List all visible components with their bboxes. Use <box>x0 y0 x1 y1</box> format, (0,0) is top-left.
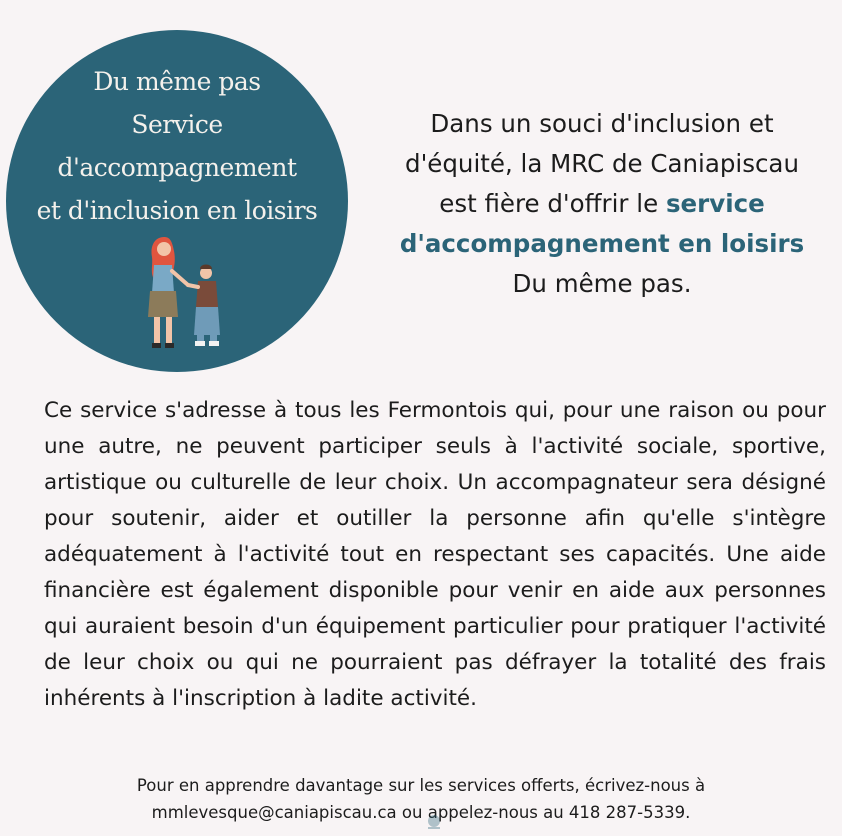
intro-text-segment: est fière d'offrir le <box>439 189 666 218</box>
child-figure <box>188 265 220 347</box>
contact-footer <box>0 772 842 826</box>
footer-line: Pour en apprendre davantage sur les services offerts, écrivez-nous à <box>136 776 706 795</box>
watermark-icon <box>424 813 444 833</box>
intro-line: Du même pas. <box>512 269 692 298</box>
service-highlight: service <box>665 189 765 218</box>
title-circle <box>6 30 348 372</box>
description-paragraph: Ce service s'adresse à tous les Fermontois qui, pour une raison ou pour une autre, ne peuvent participer seuls à l'activité sociale, sportive, artistique ou culturelle de leur choix. Un accompagnateur sera désigné pour soutenir, aider et outiller la personne afin qu'elle s'intègre adéquatement à l'activité tout en respectant ses capacités. Une aide financière est également disponible pour venir en aide aux personnes qui auraient besoin d'un équipement particulier pour pratiquer l'activité de leur choix ou qui ne pourraient pas défrayer la totalité des frais inhérents à l'inscription à ladite activité. <box>44 398 826 711</box>
intro-line <box>372 184 832 224</box>
circle-title <box>6 60 348 232</box>
two-people-walking-illustration <box>136 235 236 355</box>
circle-title-line: et d'inclusion en loisirs <box>36 196 318 225</box>
intro-line: d'équité, la MRC de Caniapiscau <box>405 149 799 178</box>
circle-title-line: Du même pas <box>93 67 261 96</box>
intro-text <box>372 104 832 304</box>
circle-title-line: d'accompagnement <box>57 153 297 182</box>
circle-title-line: Service <box>131 110 223 139</box>
footer-line: mmlevesque@caniapiscau.ca ou appelez-nous au 418 287-5339. <box>151 803 691 822</box>
intro-line: Dans un souci d'inclusion et <box>430 109 774 138</box>
service-highlight: d'accompagnement en loisirs <box>399 229 805 258</box>
woman-figure <box>148 237 188 348</box>
